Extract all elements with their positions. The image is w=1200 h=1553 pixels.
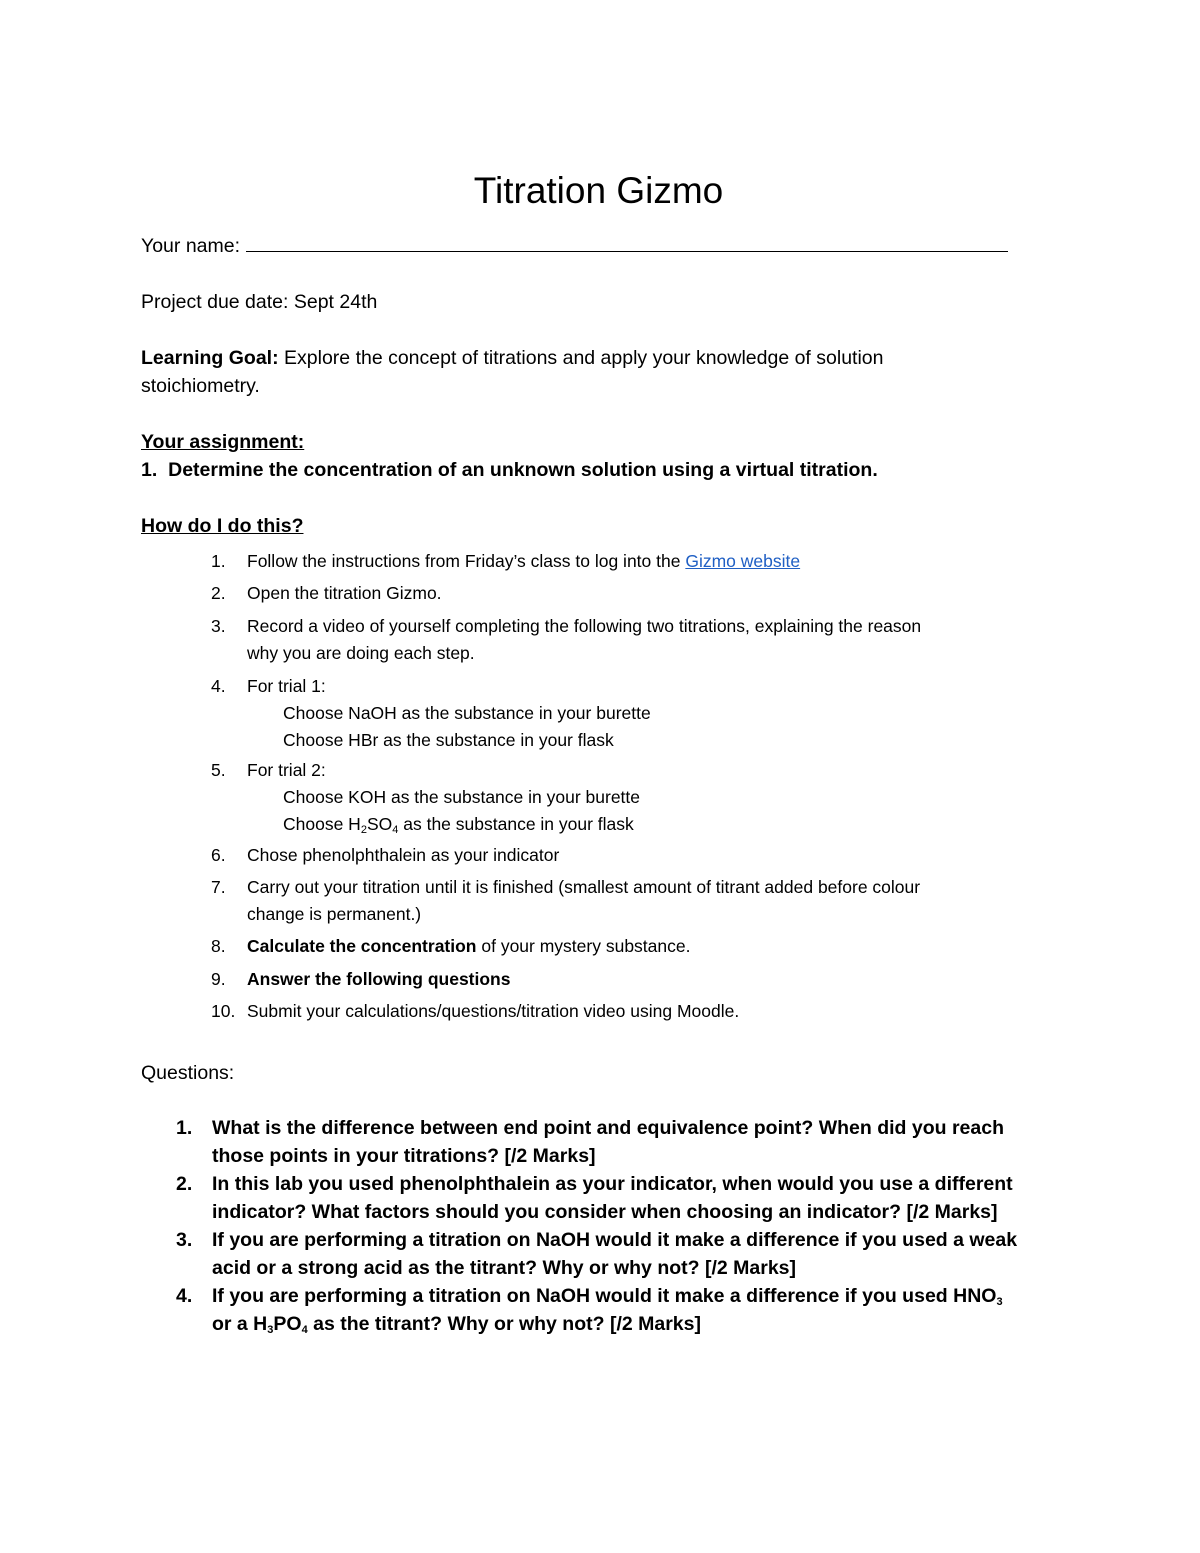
due-date-value: Sept 24th xyxy=(293,291,378,313)
trial-2-flask: Choose $H_2SO_4$ as the substance in your flask xyxy=(283,814,634,836)
howto-heading: How do I do this? xyxy=(141,515,304,537)
trial-1-burette: Choose NaOH as the substance in your burette xyxy=(283,703,651,723)
gizmo-website-link[interactable]: Gizmo website xyxy=(685,551,801,571)
name-blank-line xyxy=(246,233,1008,252)
learning-goal-text: Explore the concept of titrations and apply your knowledge of solution xyxy=(284,347,884,369)
document-title: Titration Gizmo xyxy=(473,170,724,211)
learning-goal-line-2: stoichiometry. xyxy=(141,375,260,397)
trial-2-burette: Choose KOH as the substance in your burette xyxy=(283,787,641,807)
assignment-number: 1. xyxy=(141,459,158,481)
assignment-text: Determine the concentration of an unknown solution using a virtual titration. xyxy=(168,459,878,481)
due-date-label: Project due date: xyxy=(141,291,289,313)
document-page: Titration Gizmo Your name: Project due date: Sept 24th Learning Goal: Explore the concept of titrations and apply your knowledge of solution stoichiometry. Your assignment: 1. Determine the concentration of an unknown solution using a virtual titration. How do I do this? 1. Follow the instructions from Friday’s class to log into the Gizmo website 2. Open the titration Gizmo. 3. Record a video of yourself completing the following two titrations, explaining the reason why you are doing each step. 4. For trial 1: Choose NaOH as the substance in your burette Choose HBr as the substance in your flask 5. For trial 2: Choose KOH as the substance in your burette Choose $H_2SO_4$ as the substance in your flask 6. Chose phenolphthalein as your indicator 7. Carry out your titration until it is finished (smallest amount of titrant added before colour change is permanent.) 8. Calculate the concentration of your mystery substance. 9. Answer the following questions 10. Submit your calculations/questions/titration video using Moodle. Questions: 1. What is the difference between end point and equivalence point? When did you reach those points in your titrations? [/2 Marks] 2. In this lab you used phenolphthalein as your indicator, when would you use a different indicator? What factors should you consider when choosing an indicator? [/2 Marks] 3. If you are performing a titration on NaOH would it make a difference if you used a weak acid or a strong acid as the titrant? Why or why not? [/2 Marks] 4. If you are performing a titration on NaOH would it make a difference if you used $HNO_3$ or a $H_3PO_4$ as the titrant? Why or why not? [/2 Marks] xyxy=(0,0,1200,1553)
trial-1-flask: Choose HBr as the substance in your flask xyxy=(283,730,614,750)
learning-goal-label: Learning Goal: xyxy=(141,347,279,369)
assignment-item xyxy=(141,456,878,484)
questions-label: Questions: xyxy=(141,1062,235,1084)
name-line xyxy=(141,232,1008,260)
name-label: Your name: xyxy=(141,235,241,257)
learning-goal-line-1 xyxy=(141,344,884,372)
assignment-heading: Your assignment: xyxy=(141,431,305,453)
due-date-line xyxy=(141,288,377,316)
